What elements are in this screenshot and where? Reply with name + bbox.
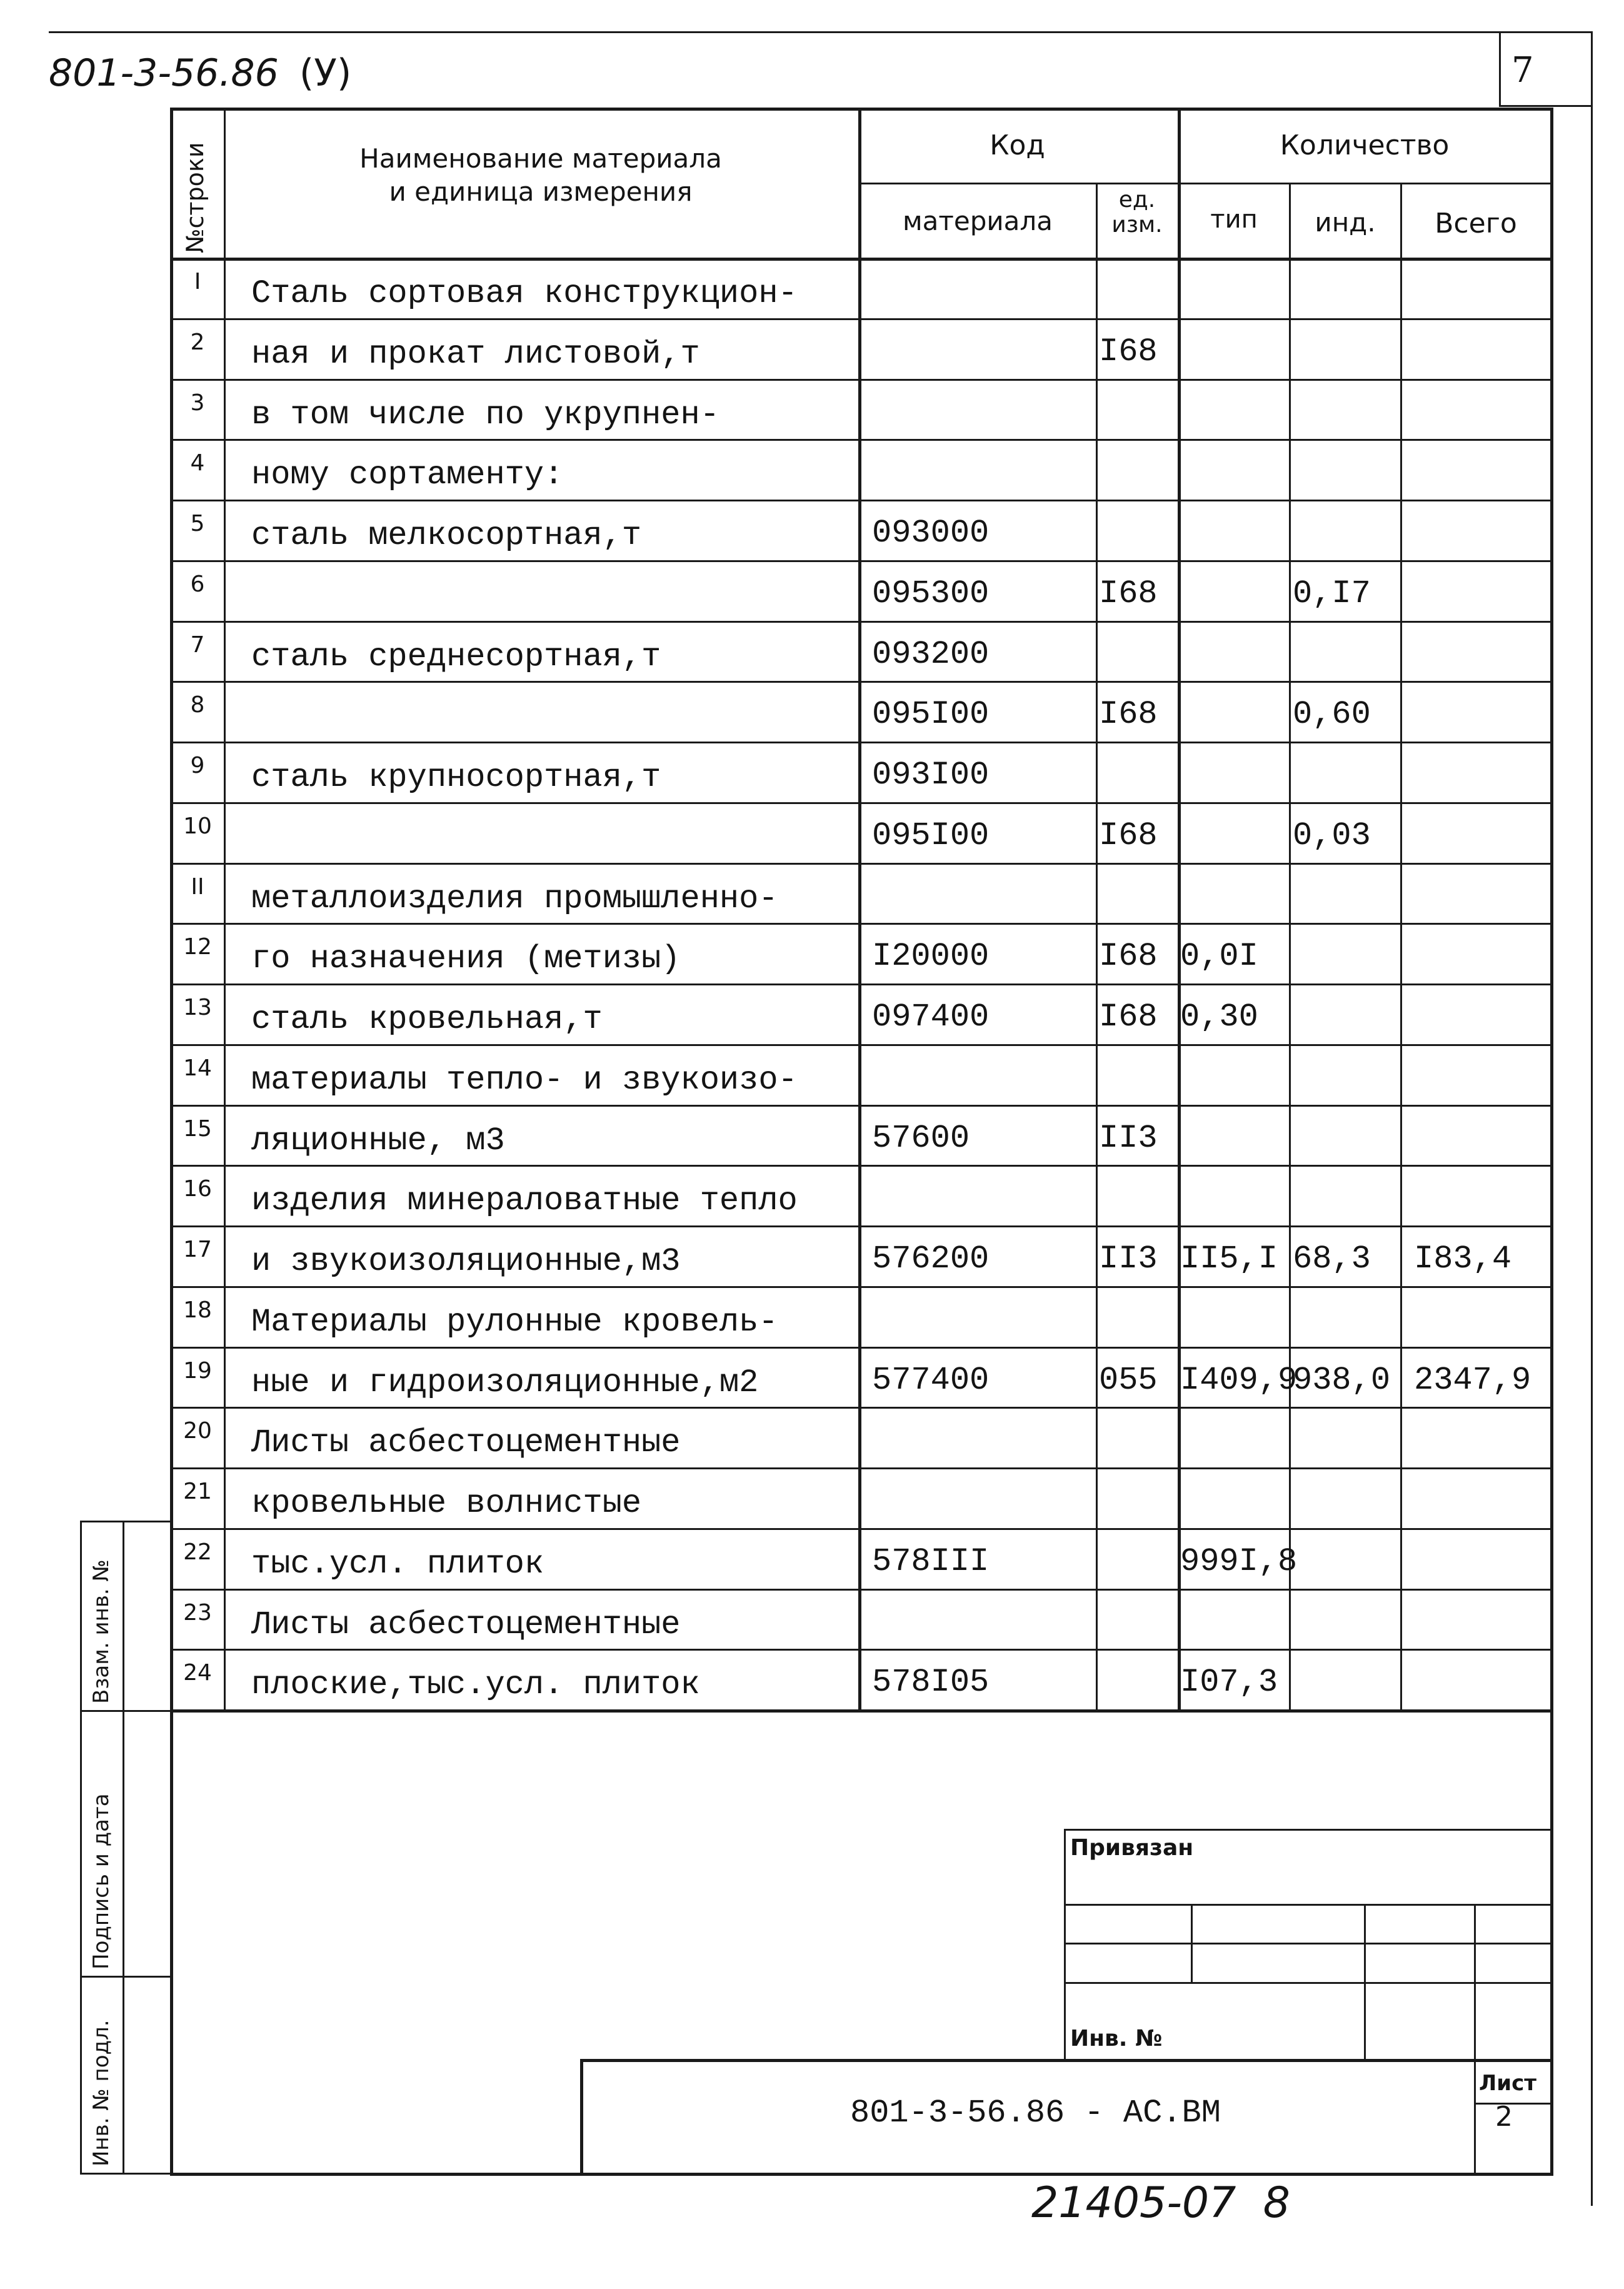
doc-code-top [49,51,351,95]
stamp-col2 [1364,1904,1366,2060]
stamp-row3 [1064,1982,1551,1984]
cell-mat: 093000 [872,515,990,551]
row-name: сталь мелкосортная,т [251,517,642,554]
cell-unit: I68 [1099,999,1158,1035]
row-line [170,1165,1551,1167]
cell-type: II5,I [1180,1240,1278,1277]
stamp-sheet-div [1474,2103,1551,2105]
row-number: 14 [183,1055,212,1081]
cell-unit: 055 [1099,1361,1158,1399]
row-number: 10 [183,813,212,839]
row-number: 7 [190,631,205,658]
row-name: Листы асбестоцементные [251,1606,681,1643]
header-mid-line [858,183,1552,184]
row-number: 20 [183,1418,212,1444]
cell-unit: I68 [1099,817,1158,854]
header-name-line2: и единица измерения [389,176,693,207]
header-name-line1: Наименование материала [359,143,722,174]
row-line [170,863,1551,865]
footer-number: 21405-07 8 [1031,2178,1290,2228]
row-name: и звукоизоляционные,м3 [251,1243,681,1280]
row-line [170,560,1551,562]
row-number: 3 [190,390,205,416]
cell-total: 2347,9 [1414,1361,1531,1399]
row-name: сталь среднесортная,т [251,638,661,675]
row-number: 17 [183,1237,212,1262]
col-mat-line [1096,183,1098,1709]
cell-unit: I68 [1099,333,1158,370]
side-vzam: Взам. инв. № [89,1559,114,1704]
row-line [170,379,1551,381]
cell-unit: I68 [1099,575,1158,612]
cell-mat: 576200 [872,1240,990,1277]
cell-mat: 097400 [872,999,990,1035]
col-type-line [1289,183,1291,1709]
row-name: изделия минераловатные тепло [251,1182,798,1220]
row-name: кровельные волнистые [251,1485,642,1522]
row-line [170,1044,1551,1046]
header-unit-line2: изм. [1111,211,1163,238]
row-name: ному сортаменту: [251,456,564,494]
row-number: 24 [183,1660,212,1686]
cell-unit: I68 [1099,938,1158,975]
cell-mat: 578I05 [872,1664,990,1701]
side-podpis: Подпись и дата [89,1793,114,1970]
stamp-inv-no: Инв. № [1070,2026,1163,2051]
row-name: Сталь сортовая конструкцион- [251,275,798,312]
side-div1 [80,1710,171,1712]
row-name: ная и прокат листовой,т [251,335,700,373]
stamp-row1 [1064,1904,1551,1906]
cell-type: 0,0I [1180,938,1258,975]
header-bottom-line [170,258,1551,261]
row-line [170,621,1551,623]
row-line [170,1528,1551,1530]
row-number: 16 [183,1176,212,1202]
row-line [170,1286,1551,1288]
cell-mat: 095I00 [872,817,990,854]
side-inv-podl: Инв. № подл. [89,2020,114,2166]
row-number: 18 [183,1297,212,1323]
cell-mat: 578III [872,1542,990,1580]
side-top [80,1521,171,1522]
row-number: 21 [183,1479,212,1504]
row-line [170,1225,1551,1227]
row-number: 5 [190,511,205,536]
row-name: Материалы рулонные кровель- [251,1303,778,1341]
header-quantity: Количество [1280,129,1450,161]
stamp-top [1064,1829,1551,1831]
side-mid [123,1521,124,2175]
row-name: сталь крупносортная,т [251,759,661,796]
header-code-unit [1097,188,1177,237]
row-line [170,1467,1551,1469]
row-name: тыс.усл. плиток [251,1545,544,1582]
cell-unit: II3 [1099,1240,1158,1277]
header-code-material: материала [902,206,1053,236]
stamp-left [1064,1829,1066,2061]
row-name: материалы тепло- и звукоизо- [251,1061,798,1099]
row-name: ные и гидроизоляционные,м2 [251,1364,759,1401]
row-name: ляционные, м3 [251,1122,505,1159]
row-line [170,742,1551,743]
row-number: II [191,873,204,900]
stamp-privyazan: Привязан [1070,1835,1194,1861]
cell-ind: 938,0 [1293,1361,1391,1399]
row-line [170,923,1551,925]
row-name: Листы асбестоцементные [251,1424,681,1462]
cell-mat: 095300 [872,575,990,612]
side-div2 [80,1976,171,1978]
row-line [170,802,1551,804]
row-number: 2 [190,329,205,355]
cell-type: 0,30 [1180,999,1258,1035]
cell-type: 999I,8 [1180,1542,1298,1580]
cell-ind: 68,3 [1293,1240,1371,1277]
stamp-sheet-value: 2 [1495,2101,1513,2133]
cell-ind: 0,03 [1293,817,1371,854]
row-name: плоские,тыс.усл. плиток [251,1666,700,1704]
row-number: 22 [183,1539,212,1565]
stamp-sheet-left [1474,2060,1476,2174]
side-bottom [80,2173,171,2175]
row-line [170,681,1551,683]
cell-mat: 095I00 [872,696,990,733]
stamp-code: 801-3-56.86 - АС.ВМ [850,2095,1221,2131]
row-number: 23 [183,1599,212,1626]
stamp-main-left [580,2059,583,2175]
row-number: 13 [183,995,212,1020]
row-number: 4 [190,450,205,476]
row-number: 15 [183,1115,212,1142]
cell-ind: 0,I7 [1293,575,1371,612]
row-number: 19 [183,1357,212,1384]
row-number: 9 [190,753,205,778]
cell-mat: 57600 [872,1119,970,1157]
cell-unit: I68 [1099,696,1158,733]
doc-code-suffix: (У) [299,51,352,95]
page-box-right [1591,31,1593,106]
cell-type: I409,9 [1180,1361,1298,1399]
page-number: 7 [1511,50,1534,91]
right-border [1591,105,1593,2206]
stamp-main-top [580,2059,1551,2062]
row-line [170,439,1551,441]
col-ind-line [1400,183,1402,1709]
header-qty-total: Всего [1435,208,1517,239]
doc-code: 801-3-56.86 [49,51,279,95]
cell-type: I07,3 [1180,1664,1278,1701]
header-unit-line1: ед. [1118,187,1156,213]
header-code: Код [990,129,1045,161]
row-number: 6 [190,571,205,597]
header-qty-ind: инд. [1315,207,1376,238]
row-number: 8 [190,692,205,718]
cell-mat: I20000 [872,938,990,975]
cell-mat: 093200 [872,635,990,673]
row-line [170,1407,1551,1409]
stamp-col3 [1474,1904,1476,2060]
stamp-col1 [1191,1904,1193,1982]
row-line [170,1709,1551,1713]
row-line [170,1589,1551,1591]
row-line [170,318,1551,320]
header-qty-type: тип [1210,205,1258,234]
row-number: I [194,269,201,294]
row-name: в том числе по укрупнен- [251,396,719,433]
side-left [80,1521,82,2175]
row-line [170,500,1551,501]
stamp-row2 [1064,1943,1551,1944]
page-box-bottom [1499,105,1593,107]
row-line [170,1105,1551,1107]
cell-mat: 577400 [872,1361,990,1399]
table-bottom [170,2173,1553,2176]
row-line [170,1347,1551,1349]
top-rule [49,31,1593,33]
row-name: сталь кровельная,т [251,1001,603,1038]
cell-unit: II3 [1099,1119,1158,1157]
header-row-no: №строки [181,142,209,253]
row-name: го назначения (метизы) [251,940,681,978]
cell-total: I83,4 [1414,1240,1512,1277]
header-name [225,143,856,208]
table-right [1550,108,1553,2175]
page-box-left [1499,31,1501,106]
row-number: 12 [183,934,212,960]
cell-ind: 0,60 [1293,696,1371,733]
cell-mat: 093I00 [872,757,990,793]
row-line [170,1649,1551,1651]
row-line [170,984,1551,985]
row-name: металлоизделия промышленно- [251,880,778,917]
stamp-sheet-label: Лист [1479,2071,1536,2096]
